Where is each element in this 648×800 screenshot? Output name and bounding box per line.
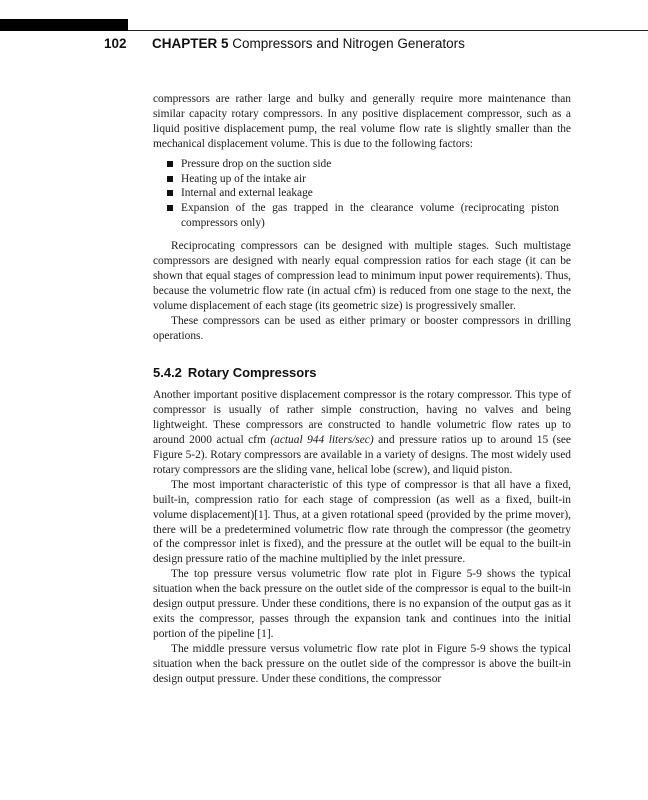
bullet-square-icon bbox=[167, 205, 173, 211]
list-item-text: Expansion of the gas trapped in the clearance volume (reciprocating piston compressors only) bbox=[181, 202, 559, 230]
list-item-text: Heating up of the intake air bbox=[181, 172, 306, 185]
rotary-text-start: Another important positive displacement compressor is the rotary compressor. This type of compressor is usually of rather simple construction, having no valves and being lightweight. These compressors are constructed to handle volumetric flow rates up to around 2000 actual cfm bbox=[153, 389, 571, 447]
page-body bbox=[153, 92, 571, 687]
list-item bbox=[181, 172, 571, 187]
rotary-italic-metric: (actual 944 liters/sec) bbox=[270, 434, 374, 447]
list-item-text: Internal and external leakage bbox=[181, 187, 313, 200]
section-number: 5.4.2 bbox=[153, 364, 182, 380]
header-black-bar bbox=[0, 19, 128, 31]
page-number: 102 bbox=[104, 36, 127, 51]
chapter-label: CHAPTER 5 bbox=[152, 36, 229, 51]
list-item bbox=[181, 157, 571, 172]
multistage-paragraph: Reciprocating compressors can be designed with multiple stages. Such multistage compressors are designed with nearly equal compression ratios for each stage (it can be shown that equal stages of compression lead to minimum input power requirements). Thus, because the volumetric flow rate (in actual cfm) is reduced from one stage to the next, the volume displacement of each stage (its geometric size) is progressively smaller. bbox=[153, 240, 571, 312]
header-rule bbox=[128, 30, 648, 31]
chapter-title: Compressors and Nitrogen Generators bbox=[232, 36, 465, 51]
intro-paragraph: compressors are rather large and bulky and generally require more maintenance than similar capacity rotary compressors. In any positive displacement compressor, such as a liquid positive displacement pump, the real volume flow rate is slightly smaller than the mechanical displacement volume. This is due to the following factors: bbox=[153, 93, 571, 150]
factors-list bbox=[153, 157, 571, 232]
bullet-square-icon bbox=[167, 190, 173, 196]
list-item-text: Pressure drop on the suction side bbox=[181, 157, 332, 170]
section-title: Rotary Compressors bbox=[187, 364, 317, 380]
rotary-paragraph bbox=[153, 388, 571, 477]
rotary-text-end: and pressure ratios up to around 15 (see Figure 5-2). Rotary compressors are available in a variety of designs. The most widely used rotary compressors are the sliding vane, helical lobe (screw), and liquid piston. bbox=[153, 434, 571, 476]
top-plot-paragraph: The top pressure versus volumetric flow rate plot in Figure 5-9 shows the typical situation when the back pressure on the outlet side of the compressor is equal to the built-in design output pressure. Under these conditions, there is no expansion of the output gas as it exits the compressor, passes through the expansion tank and continues into the initial portion of the pipeline [1]. bbox=[153, 568, 571, 640]
section-heading bbox=[153, 366, 571, 381]
bullet-square-icon bbox=[167, 161, 173, 167]
usage-paragraph: These compressors can be used as either primary or booster compressors in drilling operations. bbox=[153, 314, 571, 342]
list-item bbox=[181, 201, 571, 231]
middle-plot-paragraph: The middle pressure versus volumetric flow rate plot in Figure 5-9 shows the typical situation when the back pressure on the outlet side of the compressor is above the built-in design output pressure. Under these conditions, the compressor bbox=[153, 642, 571, 685]
running-head bbox=[104, 36, 624, 51]
bullet-square-icon bbox=[167, 176, 173, 182]
list-item bbox=[181, 186, 571, 201]
characteristic-paragraph: The most important characteristic of this type of compressor is that all have a fixed, built-in, compression ratio for each stage of compression (as well as a fixed, built-in volume displacement)[1]. Thus, at a given rotational speed (provided by the prime mover), there will be a predetermined volumetric flow rate through the compressor (the geometry of the compressor inlet is fixed), and the pressure at the outlet will be equal to the built-in design pressure ratio of the machine multiplied by the inlet pressure. bbox=[153, 478, 571, 566]
